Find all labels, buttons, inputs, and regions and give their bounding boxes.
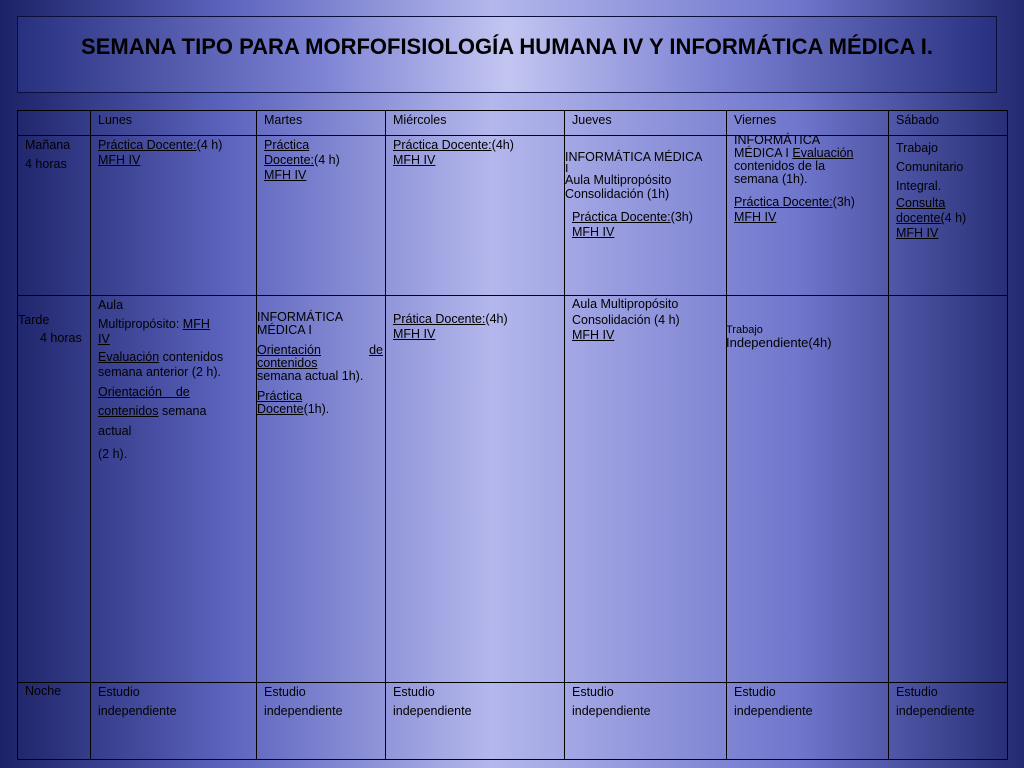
cell-text: I <box>565 164 569 173</box>
cell-tarde-martes <box>257 311 383 416</box>
cell-noche-martes <box>264 683 343 721</box>
cell-text: IV <box>98 332 110 346</box>
cell-tarde-miercoles <box>393 312 561 342</box>
cell-text: independiente <box>896 704 975 718</box>
cell-tarde-viernes <box>726 325 886 350</box>
cell-text: (4h) <box>485 312 508 326</box>
cell-text: (3h) <box>670 210 693 224</box>
cell-noche-sabado <box>896 683 975 721</box>
table-divider <box>726 111 727 759</box>
cell-text: Multipropósito: <box>98 317 180 331</box>
cell-text: Estudio <box>393 685 435 699</box>
page-title: SEMANA TIPO PARA MORFOFISIOLOGÍA HUMANA IV Y INFORMÁTICA MÉDICA I. <box>81 34 933 59</box>
cell-text: INFORMÁTICA <box>734 133 821 147</box>
cell-text: independiente <box>264 704 343 718</box>
cell-text: Docente: <box>264 153 315 167</box>
row-label-manana <box>25 138 70 172</box>
cell-text: Estudio <box>896 685 938 699</box>
cell-noche-jueves <box>572 683 651 721</box>
cell-text: semana anterior (2 h). <box>98 365 221 379</box>
cell-text: Comunitario <box>896 160 964 174</box>
cell-tarde-lunes <box>98 298 254 462</box>
cell-text: Evaluación <box>792 146 854 160</box>
cell-noche-viernes <box>734 683 813 721</box>
cell-text: INFORMÁTICA MÉDICA <box>565 150 703 164</box>
cell-text: Consulta <box>896 196 946 210</box>
cell-text: Orientación <box>257 343 321 357</box>
header-martes: Martes <box>264 113 303 127</box>
cell-manana-jueves <box>565 151 725 240</box>
cell-noche-lunes <box>98 683 177 721</box>
cell-text: Estudio <box>264 685 306 699</box>
cell-text: MÉDICA I <box>734 146 789 160</box>
header-miercoles: Miércoles <box>393 113 447 127</box>
cell-text: contenidos <box>162 350 224 364</box>
cell-text: Práctica Docente: <box>572 210 671 224</box>
cell-text: (4 h) <box>314 153 340 167</box>
cell-text: (1h). <box>303 402 330 416</box>
header-viernes: Viernes <box>734 113 777 127</box>
cell-text: semana <box>161 404 207 418</box>
cell-text: Docente <box>257 402 304 416</box>
cell-text: MFH IV <box>393 327 436 341</box>
cell-text: Práctica Docente: <box>393 138 492 152</box>
row-hours: 4 horas <box>25 157 67 171</box>
cell-text: (2 h). <box>98 447 128 461</box>
cell-text: independiente <box>572 704 651 718</box>
cell-noche-miercoles <box>393 683 472 721</box>
cell-text: de <box>369 343 383 357</box>
row-label-noche: Noche <box>25 684 62 698</box>
cell-text: MFH <box>182 317 210 331</box>
cell-text: semana (1h). <box>734 172 808 186</box>
cell-text: Consolidación (4 h) <box>572 312 680 327</box>
schedule-table <box>17 110 1008 760</box>
cell-text: MÉDICA I <box>257 323 312 337</box>
cell-text: MFH IV <box>393 153 436 167</box>
cell-text: contenidos <box>98 404 159 418</box>
cell-text: Independiente(4h) <box>726 335 832 350</box>
row-label-text: Tarde <box>18 313 50 327</box>
cell-manana-miercoles <box>393 138 561 168</box>
cell-text: Aula Multipropósito <box>572 297 679 311</box>
cell-text: independiente <box>393 704 472 718</box>
cell-text: MFH IV <box>734 210 777 224</box>
cell-text: INFORMÁTICA <box>257 310 344 324</box>
cell-text: Aula Multipropósito <box>565 173 672 187</box>
cell-text: MFH IV <box>572 328 615 342</box>
cell-text: MFH IV <box>572 225 615 239</box>
cell-manana-sabado <box>896 139 1006 241</box>
cell-text: MFH IV <box>896 226 939 240</box>
cell-text: Trabajo <box>896 141 938 155</box>
table-divider <box>385 111 386 759</box>
cell-text: contenidos <box>257 356 318 370</box>
cell-text: Práctica Docente: <box>98 138 197 152</box>
table-divider <box>256 111 257 759</box>
cell-text: independiente <box>734 704 813 718</box>
header-sabado: Sábado <box>896 113 940 127</box>
row-hours: 4 horas <box>40 331 82 345</box>
header-lunes: Lunes <box>98 113 133 127</box>
cell-text: Trabajo <box>726 324 763 336</box>
cell-text: semana actual 1h). <box>257 369 364 383</box>
cell-text: Evaluación <box>98 350 160 364</box>
cell-text: (4h) <box>491 138 514 152</box>
table-divider <box>18 295 1007 296</box>
cell-text: Estudio <box>734 685 776 699</box>
cell-text: actual <box>98 424 132 438</box>
table-divider <box>90 111 91 759</box>
title-box <box>17 16 997 93</box>
cell-text: MFH IV <box>98 153 141 167</box>
cell-text: Práctica <box>264 138 310 152</box>
row-label-tarde <box>18 313 82 346</box>
cell-text: Prática Docente: <box>393 312 486 326</box>
cell-text: contenidos de la <box>734 159 826 173</box>
cell-text: (3h) <box>832 195 855 209</box>
cell-text: Estudio <box>572 685 614 699</box>
cell-text: docente( <box>896 211 945 225</box>
cell-manana-martes <box>264 138 382 183</box>
row-label-text: Mañana <box>25 138 71 152</box>
cell-text: Aula <box>98 298 124 312</box>
cell-text: Práctica <box>257 389 303 403</box>
cell-text: Integral. <box>896 179 942 193</box>
cell-text: Estudio <box>98 685 140 699</box>
cell-text: Práctica Docente: <box>734 195 833 209</box>
cell-text: Consolidación (1h) <box>565 187 670 201</box>
table-divider <box>888 111 889 759</box>
cell-text: Orientación de <box>98 385 190 399</box>
cell-text: MFH IV <box>264 168 307 182</box>
cell-text: (4 h) <box>196 138 223 152</box>
cell-manana-viernes <box>734 134 886 225</box>
cell-text: independiente <box>98 704 177 718</box>
cell-text: 4 h) <box>944 211 967 225</box>
cell-manana-lunes <box>98 138 254 168</box>
cell-tarde-jueves <box>572 297 724 344</box>
header-jueves: Jueves <box>572 113 612 127</box>
